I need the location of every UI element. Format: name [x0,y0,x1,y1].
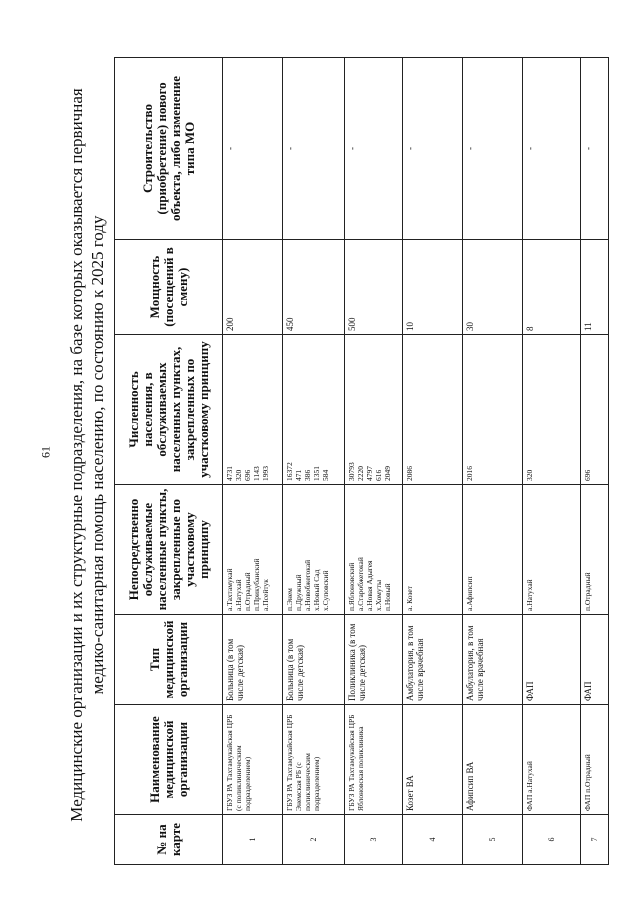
place-name: п.Дружный [294,574,303,611]
cell-population [581,335,609,485]
place-name: п.Отрадный [243,572,252,611]
cell-construction: - [581,58,609,240]
population-value: 320 [234,469,243,481]
cell-name: ФАП п.Отрадный [581,705,609,815]
cell-number: 3 [345,815,403,865]
cell-type: ФАП [581,615,609,705]
cell-type: Больница (в том числе детская) [283,615,345,705]
cell-places [581,485,609,615]
cell-construction: - [345,58,403,240]
header-power: Мощность (посещений в смену) [115,240,223,335]
header-type: Тип медицинской организации [115,615,223,705]
place-name: х.Суповский [321,570,330,611]
cell-population [223,335,283,485]
population-value: 2049 [383,466,392,481]
header-name: Наименование медицинской организации [115,705,223,815]
population-value: 16372 [285,462,294,481]
cell-construction: - [523,58,581,240]
population-value: 471 [294,469,303,481]
cell-construction: - [403,58,463,240]
cell-number: 5 [463,815,523,865]
cell-power: 500 [345,240,403,335]
page-number: 61 [38,446,53,458]
population-value: 616 [374,469,383,481]
place-name: а.Натухай [234,579,243,611]
table-row [523,58,581,865]
cell-population [283,335,345,485]
population-value: 696 [583,469,592,481]
place-name: а.Старобжегокай [356,557,365,611]
cell-construction: - [463,58,523,240]
cell-power: 200 [223,240,283,335]
cell-population [523,335,581,485]
population-value: 2086 [405,466,414,481]
population-value: 584 [321,469,330,481]
place-name: х.Новый Сад [312,569,321,611]
table-row [283,58,345,865]
cell-number: 6 [523,815,581,865]
place-name: а.Тахтамукай [225,568,234,611]
cell-population [345,335,403,485]
population-value: 30793 [347,462,356,481]
place-name: а.Натухай [525,579,534,611]
cell-population [463,335,523,485]
population-value: 2016 [465,466,474,481]
cell-type: Амбулатория, в том числе врачебная [463,615,523,705]
table-row [223,58,283,865]
cell-power: 11 [581,240,609,335]
population-value: 2220 [356,466,365,481]
cell-number: 2 [283,815,345,865]
population-value: 1993 [261,466,270,481]
cell-type: Больница (в том числе детская) [223,615,283,705]
cell-power: 10 [403,240,463,335]
place-name: п.Отрадный [583,572,592,611]
population-value: 4797 [365,466,374,481]
population-value: 1143 [252,466,261,481]
cell-name: Козет ВА [403,705,463,815]
cell-type: Амбулатория, в том числе врачебная [403,615,463,705]
cell-places [223,485,283,615]
cell-name: ГБУЗ РА Тахтамукайская ЦРБ Энемская РБ (с поликлиническим подразделением) [283,705,345,815]
cell-power: 30 [463,240,523,335]
cell-construction: - [283,58,345,240]
header-construction: Строительство (приобретение) нового объекта, либо изменение типа МО [115,58,223,240]
population-value: 1351 [312,466,321,481]
place-name: п.Прикубанский [252,558,261,611]
table-row [403,58,463,865]
table-row [345,58,403,865]
cell-name: ГБУЗ РА Тахтамукайская ЦРБ (с поликлиническим подразделением) [223,705,283,815]
cell-type: ФАП [523,615,581,705]
cell-name: Афипсип ВА [463,705,523,815]
population-value: 696 [243,469,252,481]
cell-number: 4 [403,815,463,865]
cell-population [403,335,463,485]
cell-places [283,485,345,615]
document-title: Медицинские организации и их структурные подразделения, на базе которых оказывается первичная медико-санитарная помощь населению, по состоянию к 2025 году [67,88,107,822]
organizations-table [114,57,609,865]
cell-type: Поликлиника (в том числе детская) [345,615,403,705]
cell-places [345,485,403,615]
cell-number: 7 [581,815,609,865]
place-name: а.Новая Адыгея [365,560,374,611]
cell-places [523,485,581,615]
cell-places [463,485,523,615]
population-value: 4731 [225,466,234,481]
place-name: а.Новобжегокай [303,559,312,611]
cell-power: 8 [523,240,581,335]
table-body [223,58,609,865]
place-name: п.Энем [285,588,294,611]
population-value: 386 [303,469,312,481]
table-row [581,58,609,865]
place-name: а.Афипсип [465,576,474,611]
place-name: п.Новый [383,583,392,611]
table-row [463,58,523,865]
cell-construction: - [223,58,283,240]
place-name: а. Козет [405,585,414,611]
header-population: Численность населения, в обслуживаемых населенных пунктах, закрепленных по участковому принципу [115,335,223,485]
place-name: х.Хомуты [374,580,383,611]
cell-name: ГБУЗ РА Тахтамукайская ЦРБ Яблоновская поликлиника [345,705,403,815]
table-header-row [115,58,223,865]
cell-places [403,485,463,615]
cell-name: ФАП а.Натухай [523,705,581,815]
place-name: п.Яблоновский [347,562,356,611]
population-value: 320 [525,469,534,481]
header-number: № на карте [115,815,223,865]
cell-number: 1 [223,815,283,865]
place-name: а.Псейтук [261,579,270,611]
cell-power: 450 [283,240,345,335]
header-places: Непосредственно обслуживаемые населенные пункты, закрепленные по участковому принципу [115,485,223,615]
